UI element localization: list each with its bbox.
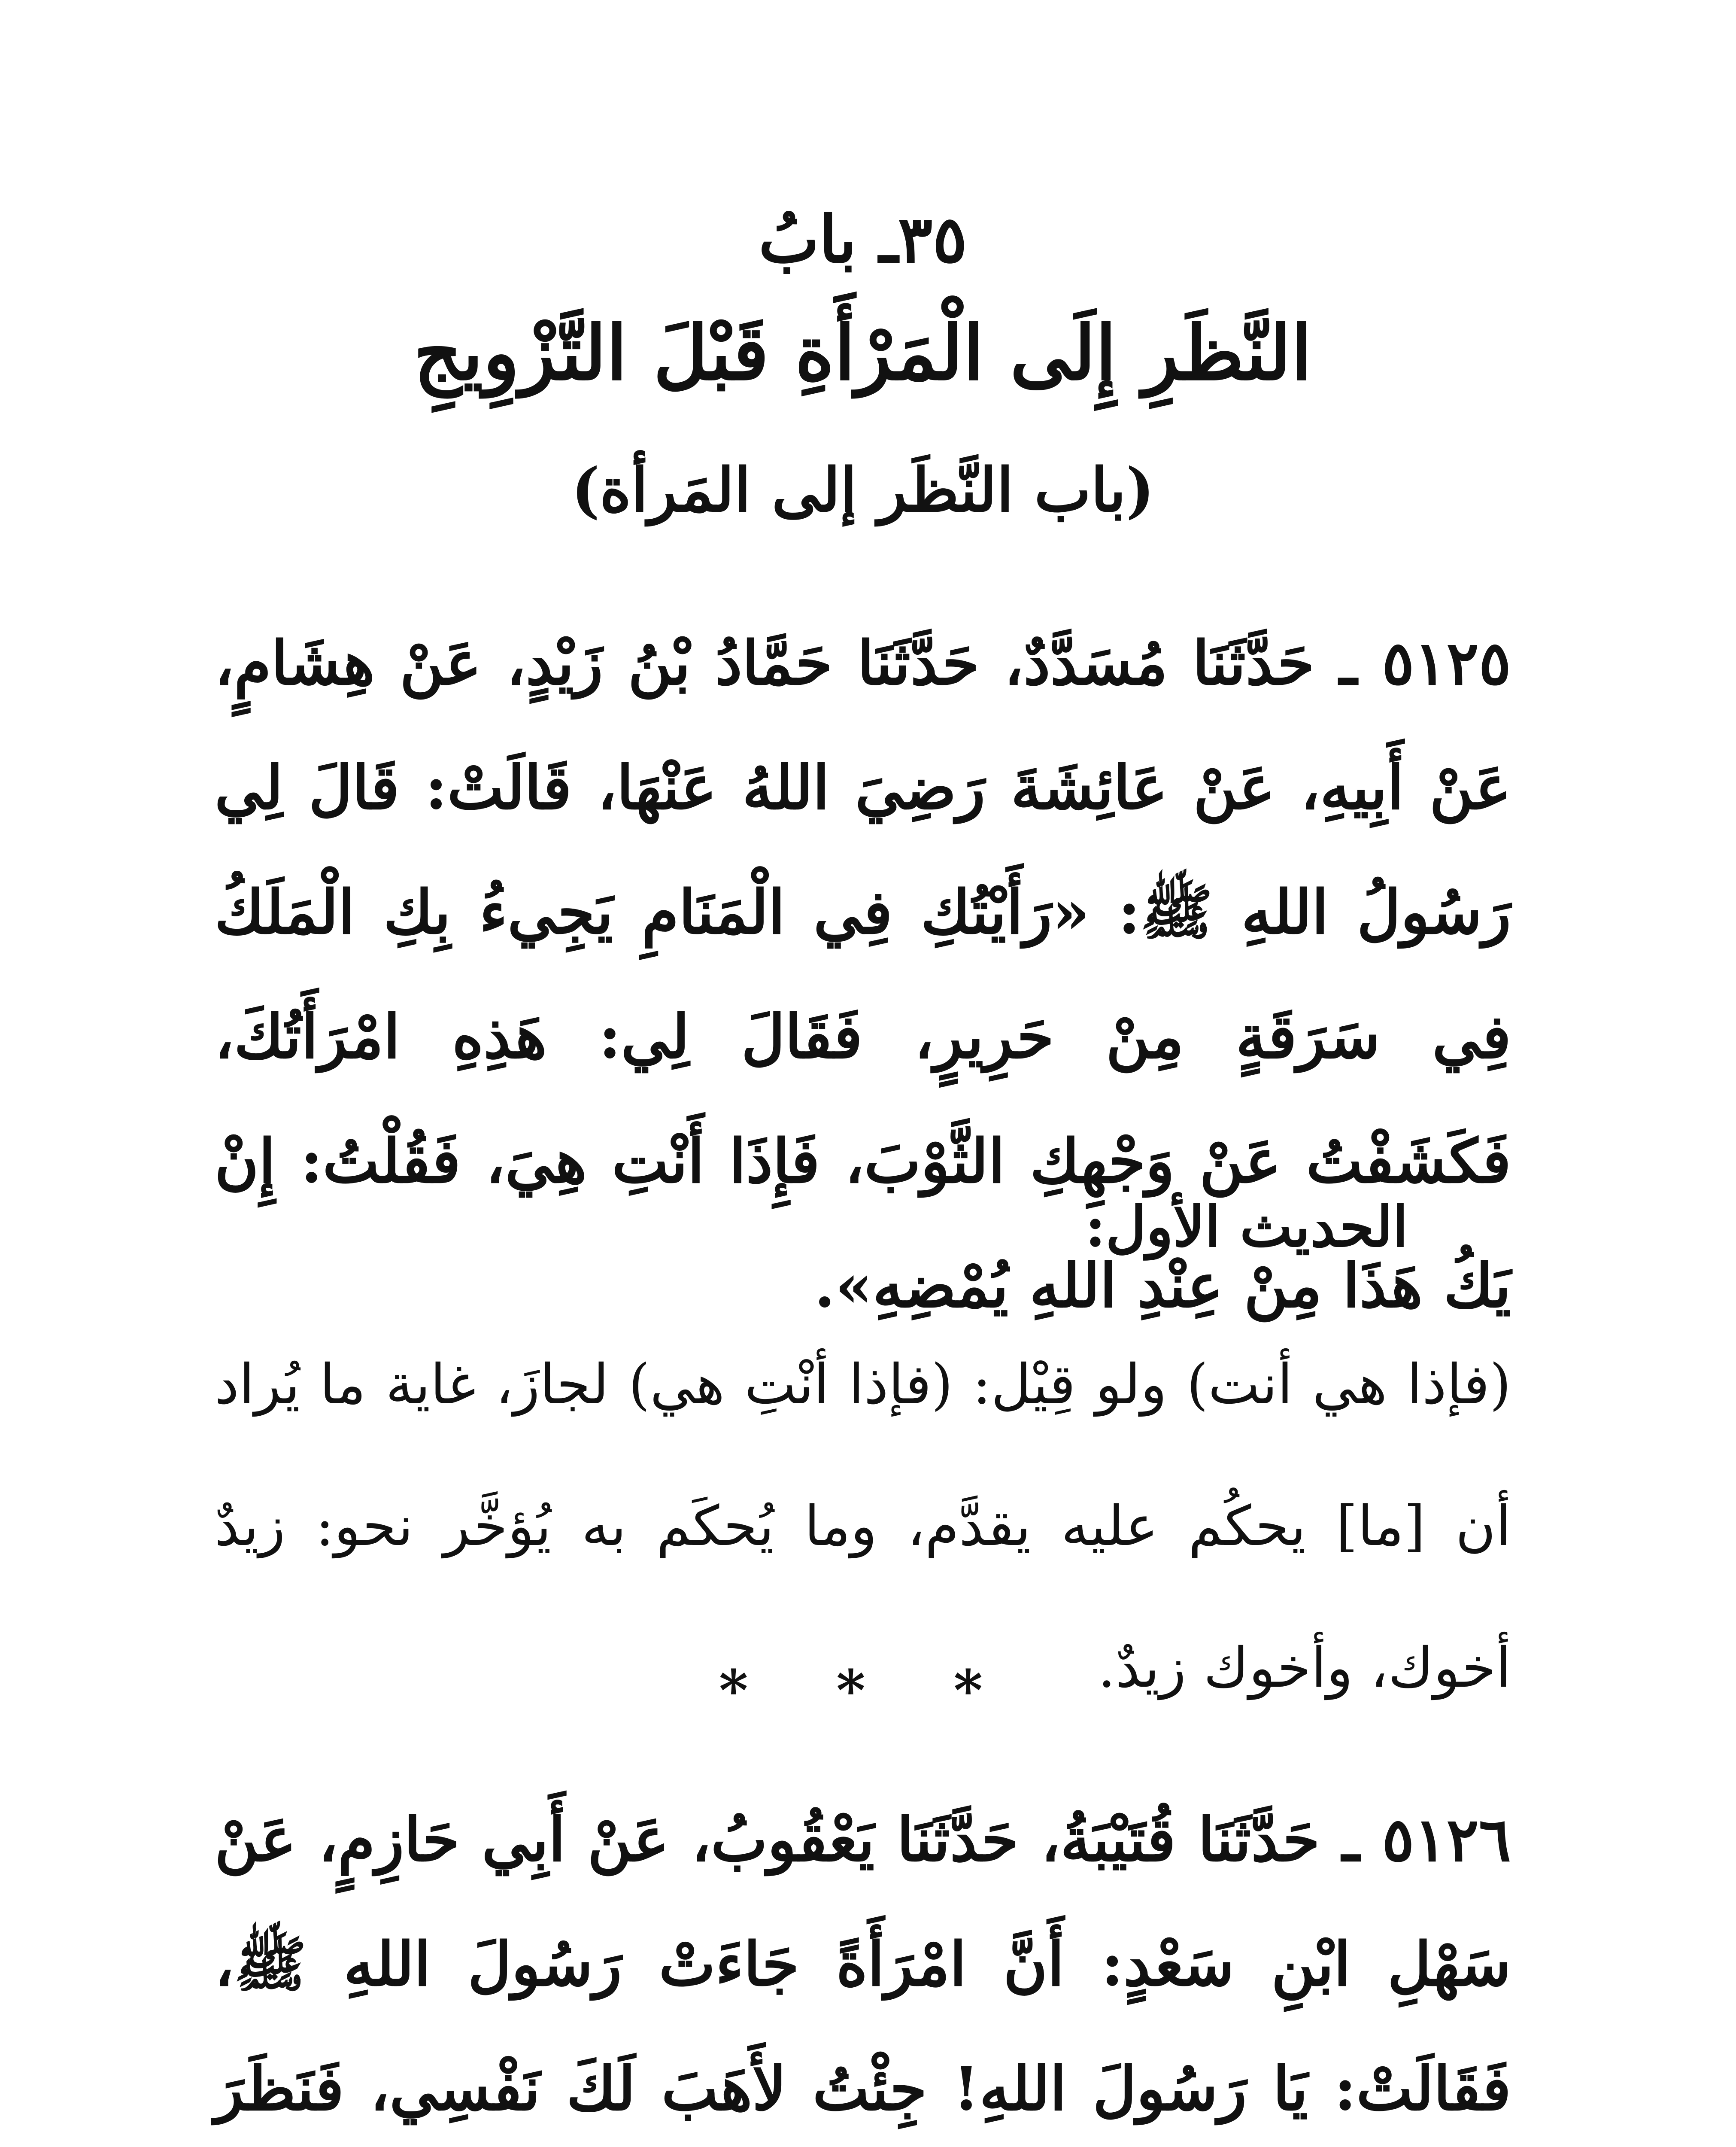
commentary-heading: الحديث الأول: bbox=[1085, 1194, 1408, 1259]
chapter-title: النَّظَرِ إِلَى الْمَرْأَةِ قَبْلَ التَّزْوِيجِ bbox=[413, 309, 1312, 397]
hadith-5125: ٥١٢٥ ـ حَدَّثَنَا مُسَدَّدٌ، حَدَّثَنَا حَمَّادُ بْنُ زَيْدٍ، عَنْ هِشَامٍ، عَنْ أَبِيهِ، عَنْ عَائِشَةَ رَضِيَ اللهُ عَنْهَا، قَالَتْ: قَالَ لِي رَسُولُ اللهِ ﷺ: «رَأَيْتُكِ فِي الْمَنَامِ يَجِيءُ بِكِ الْمَلَكُ فِي سَرَقَةٍ مِنْ حَرِيرٍ، فَقَالَ لِي: هَذِهِ امْرَأَتُكَ، فَكَشَفْتُ عَنْ وَجْهِكِ الثَّوْبَ، فَإِذَا أَنْتِ هِيَ، فَقُلْتُ: إِنْ يَكُ هَذَا مِنْ عِنْدِ اللهِ يُمْضِهِ». bbox=[215, 628, 1511, 1321]
chapter-number: ٣٥ـ بابُ bbox=[759, 202, 967, 277]
chapter-subtitle: (باب النَّظَر إلى المَرأة) bbox=[571, 455, 1155, 526]
commentary-text: (فإذا هي أنت) ولو قِيْل: (فإذا أنْتِ هي) لجازَ، غاية ما يُراد أن [ما] يحكُم عليه يقدَّم، وما يُحكَم به يُؤخَّر نحو: زيدٌ أخوك، وأخوك زيدٌ. bbox=[215, 1353, 1511, 1700]
section-separator: * * * bbox=[719, 1657, 1017, 1723]
hadith-5126: ٥١٢٦ ـ حَدَّثَنَا قُتَيْبَةُ، حَدَّثَنَا يَعْقُوبُ، عَنْ أَبِي حَازِمٍ، عَنْ سَهْلِ ابْنِ سَعْدٍ: أَنَّ امْرَأَةً جَاءَتْ رَسُولَ اللهِ ﷺ، فَقَالَتْ: يَا رَسُولَ اللهِ! جِئْتُ لأَهَبَ لَكَ نَفْسِي، فَنَظَرَ bbox=[215, 1805, 1511, 2124]
